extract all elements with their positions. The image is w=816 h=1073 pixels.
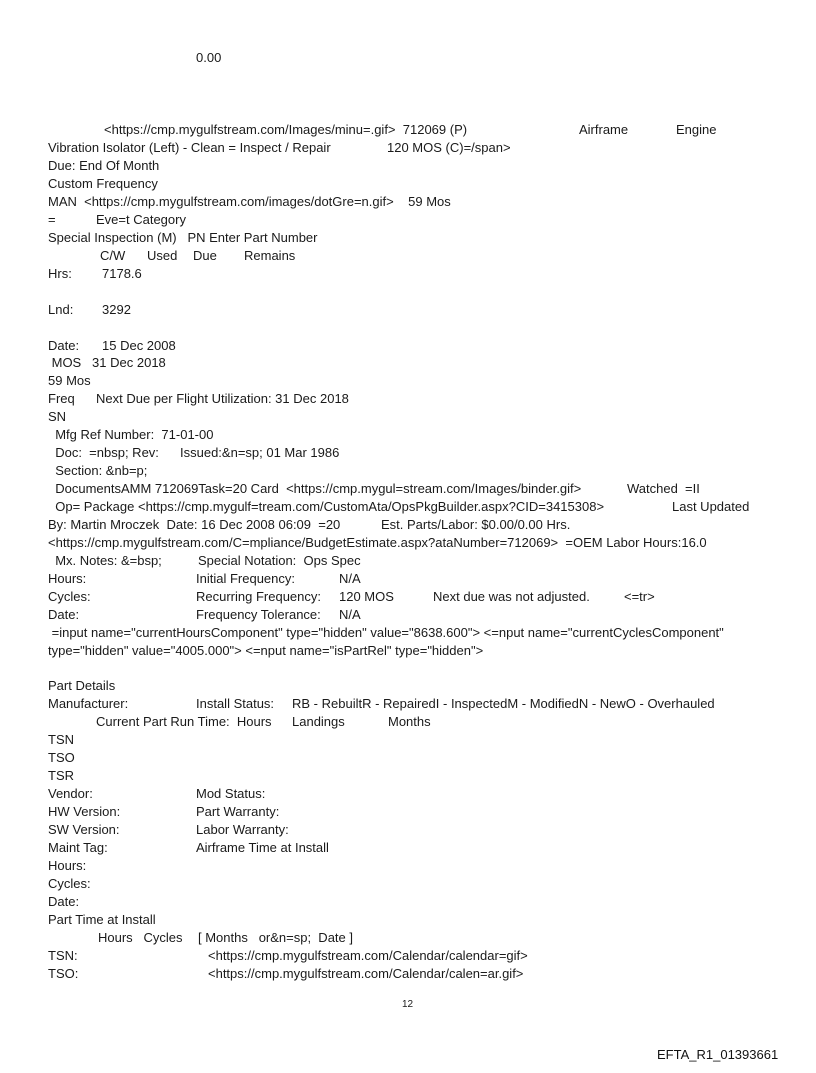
line-43a: Hours Cycles xyxy=(98,930,183,945)
line-28: type="hidden" value="4005.000"> <=nput name="isPartRel" type="hidden"> xyxy=(48,643,484,658)
line-39: Hours: xyxy=(48,858,87,873)
line-44b: <https://cmp.mygulfstream.com/Calendar/calendar=gif> xyxy=(208,948,528,963)
line-45a: TSO: xyxy=(48,966,79,981)
line-19b: Watched =II xyxy=(627,481,700,496)
line-23a: Mx. Notes: &=bsp; xyxy=(48,553,162,568)
line-02b: 120 MOS (C)=/span> xyxy=(387,140,511,155)
line-03: Due: End Of Month xyxy=(48,158,160,173)
line-01: <https://cmp.mygulfstream.com/Images/minu=.gif> 712069 (P) xyxy=(104,122,468,137)
line-17b: Issued:&n=sp; 01 Mar 1986 xyxy=(180,445,340,460)
line-32: TSN xyxy=(48,732,74,747)
line-36a: HW Version: xyxy=(48,804,121,819)
page-number: 12 xyxy=(402,999,414,1010)
line-04: Custom Frequency xyxy=(48,176,158,191)
line-25e: <=tr> xyxy=(624,589,655,604)
line-20a: Op= Package <https://cmp.mygulf=tream.com/CustomAta/OpsPkgBuilder.aspx?CID=3415308> xyxy=(48,499,605,514)
line-14a: Freq xyxy=(48,391,75,406)
line-37a: SW Version: xyxy=(48,822,120,837)
line-35a: Vendor: xyxy=(48,786,93,801)
line-30c: RB - RebuiltR - RepairedI - InspectedM - ModifiedN - NewO - Overhauled xyxy=(292,696,715,711)
line-02: Vibration Isolator (Left) - Clean = Inspect / Repair xyxy=(48,140,331,155)
line-25b: Recurring Frequency: xyxy=(196,589,321,604)
line-30b: Install Status: xyxy=(196,696,275,711)
line-38b: Airframe Time at Install xyxy=(196,840,329,855)
line-17a: Doc: =nbsp; Rev: xyxy=(48,445,159,460)
line-26a: Date: xyxy=(48,607,80,622)
line-33: TSO xyxy=(48,750,75,765)
line-13: 59 Mos xyxy=(48,373,91,388)
line-06a: = xyxy=(48,212,56,227)
line-37b: Labor Warranty: xyxy=(196,822,289,837)
line-25d: Next due was not adjusted. xyxy=(433,589,590,604)
line-24b: Initial Frequency: xyxy=(196,571,295,586)
line-22: <https://cmp.mygulfstream.com/C=mpliance/BudgetEstimate.aspx?ataNumber=712069> =OEM Labor Hours:16.0 xyxy=(48,535,707,550)
line-19a: DocumentsAMM 712069Task=20 Card <https://cmp.mygul=stream.com/Images/binder.gif> xyxy=(48,481,582,496)
line-14b: Next Due per Flight Utilization: 31 Dec 2018 xyxy=(96,391,349,406)
line-01b: Airframe xyxy=(579,122,629,137)
top-value: 0.00 xyxy=(196,50,222,65)
line-12: MOS 31 Dec 2018 xyxy=(48,355,166,370)
line-36b: Part Warranty: xyxy=(196,804,280,819)
line-29: Part Details xyxy=(48,678,116,693)
line-26c: N/A xyxy=(339,607,361,622)
line-05: MAN <https://cmp.mygulfstream.com/images/dotGre=n.gif> 59 Mos xyxy=(48,194,451,209)
line-44a: TSN: xyxy=(48,948,78,963)
line-24c: N/A xyxy=(339,571,361,586)
line-30a: Manufacturer: xyxy=(48,696,129,711)
line-41: Date: xyxy=(48,894,80,909)
line-31c: Months xyxy=(388,714,431,729)
line-40: Cycles: xyxy=(48,876,91,891)
line-10b: 3292 xyxy=(102,302,131,317)
line-08d: Remains xyxy=(244,248,296,263)
line-10a: Lnd: xyxy=(48,302,74,317)
line-38a: Maint Tag: xyxy=(48,840,108,855)
line-24a: Hours: xyxy=(48,571,87,586)
line-07: Special Inspection (M) PN Enter Part Number xyxy=(48,230,318,245)
line-11a: Date: xyxy=(48,338,80,353)
line-34: TSR xyxy=(48,768,74,783)
line-26b: Frequency Tolerance: xyxy=(196,607,321,622)
line-18: Section: &nb=p; xyxy=(48,463,148,478)
line-43b: [ Months or&n=sp; Date ] xyxy=(198,930,353,945)
line-11b: 15 Dec 2008 xyxy=(102,338,176,353)
document-id-footer: EFTA_R1_01393661 xyxy=(657,1047,779,1062)
line-42: Part Time at Install xyxy=(48,912,156,927)
line-09b: 7178.6 xyxy=(102,266,142,281)
line-08b: Used xyxy=(147,248,178,263)
line-27: =input name="currentHoursComponent" type="hidden" value="8638.600"> <=nput name="currentCyclesComponent" xyxy=(48,625,724,640)
line-23b: Special Notation: Ops Spec xyxy=(198,553,361,568)
line-45b: <https://cmp.mygulfstream.com/Calendar/calen=ar.gif> xyxy=(208,966,524,981)
line-31a: Current Part Run Time: Hours xyxy=(96,714,272,729)
line-25a: Cycles: xyxy=(48,589,91,604)
line-01c: Engine xyxy=(676,122,717,137)
line-21b: Est. Parts/Labor: $0.00/0.00 Hrs. xyxy=(381,517,571,532)
line-15: SN xyxy=(48,409,67,424)
line-20b: Last Updated xyxy=(672,499,750,514)
line-08a: C/W xyxy=(100,248,126,263)
line-16: Mfg Ref Number: 71-01-00 xyxy=(48,427,214,442)
line-09a: Hrs: xyxy=(48,266,72,281)
line-06b: Eve=t Category xyxy=(96,212,186,227)
line-35b: Mod Status: xyxy=(196,786,266,801)
line-25c: 120 MOS xyxy=(339,589,394,604)
line-08c: Due xyxy=(193,248,217,263)
line-21a: By: Martin Mroczek Date: 16 Dec 2008 06:09 =20 xyxy=(48,517,341,532)
line-31b: Landings xyxy=(292,714,345,729)
